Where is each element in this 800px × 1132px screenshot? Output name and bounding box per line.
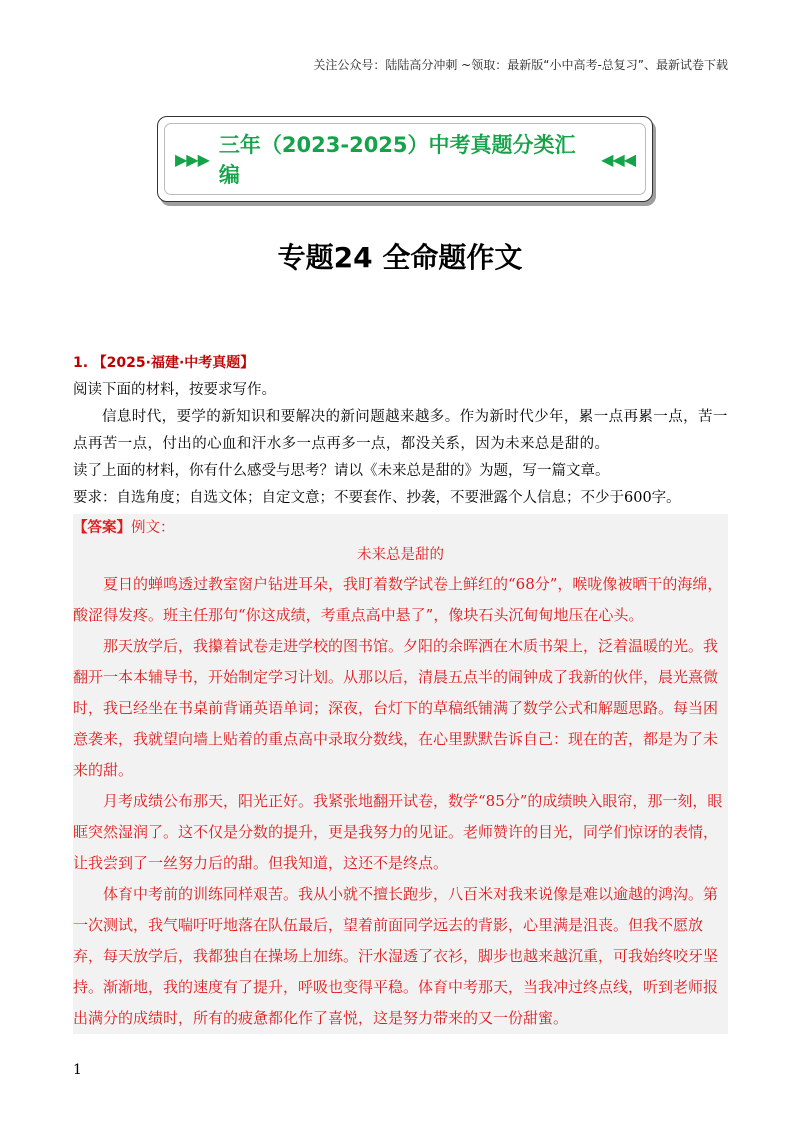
question-source: 【2025·福建·中考真题】 — [92, 355, 255, 371]
essay-paragraph-1: 夏日的蝉鸣透过教室窗户钻进耳朵，我盯着数学试卷上鲜红的“68分”，喉咙像被晒干的海绵，酸涩得发疼。班主任那句“你这成绩，考重点高中悬了”，像块石头沉甸甸地压在心头。 — [73, 575, 723, 624]
banner-inner — [164, 123, 646, 195]
question-header — [73, 350, 728, 377]
page-title: 专题24 全命题作文 — [277, 241, 523, 274]
banner-text: 三年（2023-2025）中考真题分类汇编 — [218, 133, 576, 187]
question-requirements: 要求：自选角度；自选文体；自定文意；不要套作、抄袭，不要泄露个人信息；不少于600字。 — [73, 490, 681, 506]
answer-block — [73, 514, 728, 1034]
question-instruction: 阅读下面的材料，按要求写作。 — [73, 382, 276, 398]
banner-left-arrows-icon: ▶▶▶ — [175, 149, 209, 169]
banner-right-arrows-icon: ◀◀◀ — [601, 149, 635, 169]
answer-header — [73, 514, 728, 542]
series-banner — [157, 116, 653, 202]
essay-paragraph-2: 那天放学后，我攥着试卷走进学校的图书馆。夕阳的余晖洒在木质书架上，泛着温暖的光。我翻开一本本辅导书，开始制定学习计划。从那以后，清晨五点半的闹钟成了我新的伙伴，晨光熹微时，我已经坐在书桌前背诵英语单词；深夜，台灯下的草稿纸铺满了数学公式和解题思路。每当困意袭来，我就望向墙上贴着的重点高中录取分数线，在心里默默告诉自己：现在的苦，都是为了未来的甜。 — [73, 637, 719, 779]
question-prompt: 读了上面的材料，你有什么感受与思考？请以《未来总是甜的》为题，写一篇文章。 — [73, 463, 610, 479]
page-number: 1 — [73, 1062, 82, 1078]
answer-label: 【答案】 — [73, 519, 131, 536]
essay-paragraph-4: 体育中考前的训练同样艰苦。我从小就不擅长跑步，八百米对我来说像是难以逾越的鸿沟。第一次测试，我气喘吁吁地落在队伍最后，望着前面同学远去的背影，心里满是沮丧。但我不愿放弃，每天放学后，我都独自在操场上加练。汗水湿透了衣衫，脚步也越来越沉重，可我始终咬牙坚持。渐渐地，我的速度有了提升，呼吸也变得平稳。体育中考那天，当我冲过终点线，听到老师报出满分的成绩时，所有的疲惫都化作了喜悦，这是努力带来的又一份甜蜜。 — [73, 885, 719, 1027]
essay-paragraph-3: 月考成绩公布那天，阳光正好。我紧张地翻开试卷，数学“85分”的成绩映入眼帘，那一刻，眼眶突然湿润了。这不仅是分数的提升，更是我努力的见证。老师赞许的目光，同学们惊讶的表情，让我尝到了一丝努力后的甜。但我知道，这还不是终点。 — [73, 792, 723, 872]
question-content — [73, 350, 728, 1034]
essay-title: 未来总是甜的 — [357, 547, 444, 563]
question-material: 信息时代，要学的新知识和要解决的新问题越来越多。作为新时代少年，累一点再累一点，苦一点再苦一点，付出的心血和汗水多一点再多一点，都没关系，因为未来总是甜的。 — [73, 409, 728, 452]
answer-sub-label: 例文： — [131, 520, 175, 536]
question-number: 1. — [73, 355, 89, 371]
header-note: 关注公众号：陆陆高分冲刺 ~领取：最新版“小中高考-总复习”、最新试卷下载 — [313, 58, 728, 72]
